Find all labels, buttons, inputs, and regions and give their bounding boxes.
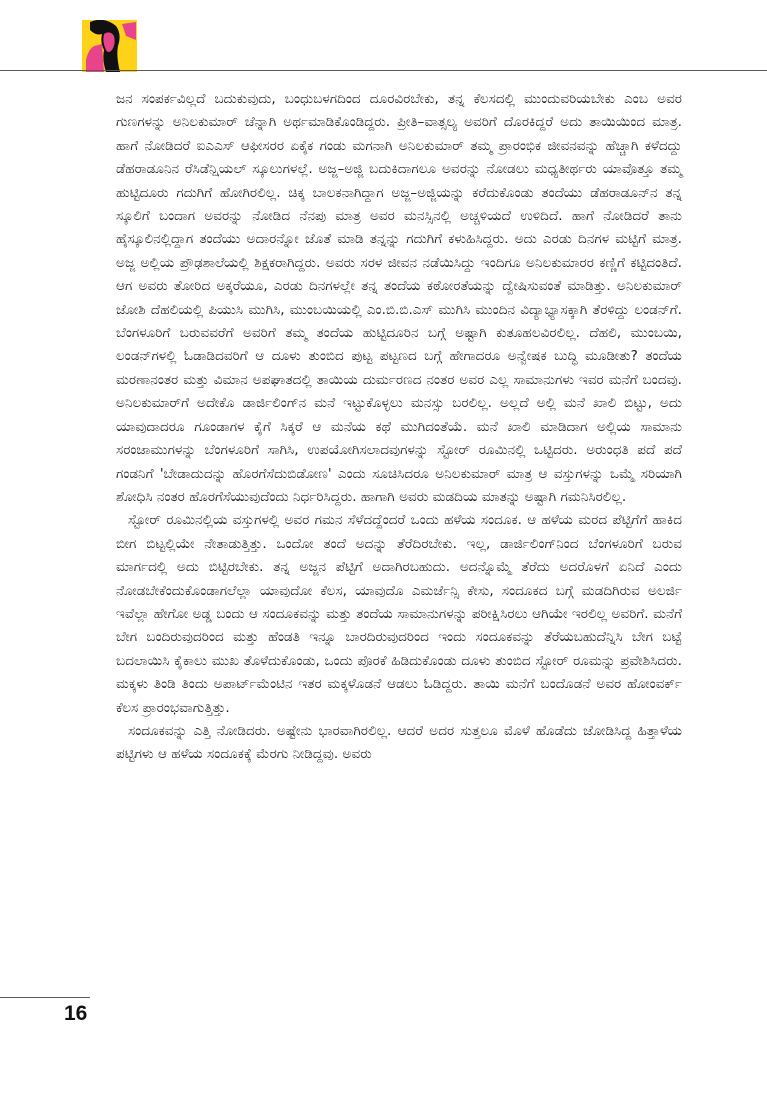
- face-profile-logo-icon: [82, 20, 137, 72]
- paragraph: ಸ್ಟೋರ್ ರೂಮಿನಲ್ಲಿಯ ವಸ್ತುಗಳಲ್ಲಿ ಅವರ ಗಮನ ಸೆಳೆದದ್ದೆಂದರೆ ಒಂದು ಹಳೆಯ ಸಂದೂಕ. ಆ ಹಳೆಯ ಮರದ ಪೆಟ್ಟಿಗೆಗೆ ಹಾಕಿದ ಬೀಗ ಬಿಟ್ಟಲ್ಲಿಯೇ ನೇತಾಡುತ್ತಿತ್ತು. ಒಂದೋ ತಂದೆ ಅದನ್ನು ತೆರೆದಿರಬೇಕು. ಇಲ್ಲ, ಡಾರ್ಜಿಲಿಂಗ್‌ನಿಂದ ಬೆಂಗಳೂರಿಗೆ ಬರುವ ಮಾರ್ಗದಲ್ಲಿ ಅದು ಬಿಟ್ಟಿರಬೇಕು. ತನ್ನ ಅಜ್ಜನ ಪೆಟ್ಟಿಗೆ ಅದಾಗಿರಬಹುದು. ಅದನ್ನೊಮ್ಮೆ ತೆರೆದು ಅದರೊಳಗೆ ಏನಿದೆ ಎಂದು ನೋಡಬೇಕೆಂದುಕೊಂಡಾಗಲೆಲ್ಲಾ ಯಾವುದೋ ಕೆಲಸ, ಯಾವುದೊ ಎಮರ್ಜೆನ್ಸಿ ಕೇಸು, ಸಂದೂಕದ ಬಗ್ಗೆ ಮಡದಿಗಿರುವ ಅಲರ್ಜಿ ಇವೆಲ್ಲಾ ಹೇಗೋ ಅಡ್ಡ ಬಂದು ಆ ಸಂದೂಕವನ್ನು ಮತ್ತು ತಂದೆಯ ಸಾಮಾನುಗಳನ್ನು ಪರೀಕ್ಷಿಸಿರಲು ಆಗಿಯೇ ಇರಲಿಲ್ಲ ಅವರಿಗೆ. ಮನೆಗೆ ಬೇಗ ಬಂದಿರುವುದರಿಂದ ಮತ್ತು ಹೆಂಡತಿ ಇನ್ನೂ ಬಾರದಿರುವುದರಿಂದ ಇಂದು ಸಂದೂಕವನ್ನು ತೆರೆಯಬಹುದೆನ್ನಿಸಿ ಬೇಗ ಬಟ್ಟೆ ಬದಲಾಯಿಸಿ ಕೈಕಾಲು ಮುಖ ತೊಳೆದುಕೊಂಡು, ಒಂದು ಪೊರಕೆ ಹಿಡಿದುಕೊಂಡು ದೂಳು ತುಂಬಿದ ಸ್ಟೋರ್ ರೂಮನ್ನು ಪ್ರವೇಶಿಸಿದರು. ಮಕ್ಕಳು ತಿಂಡಿ ತಿಂದು ಅಪಾರ್ಟ್‌ಮೆಂಟಿನ ಇತರ ಮಕ್ಕಳೊಡನೆ ಆಡಲು ಓಡಿದ್ದರು. ತಾಯಿ ಮನೆಗೆ ಬಂದೊಡನೆ ಅವರ ಹೋಂವರ್ಕ್ ಕೆಲಸ ಪ್ರಾರಂಭವಾಗುತ್ತಿತ್ತು.: [116, 512, 682, 716]
- header-rule: [0, 70, 767, 71]
- paragraph: ಜನ ಸಂಪರ್ಕವಿಲ್ಲದೆ ಬದುಕುವುದು, ಬಂಧುಬಳಗದಿಂದ ದೂರವಿರಬೇಕು, ತನ್ನ ಕೆಲಸದಲ್ಲಿ ಮುಂದುವರಿಯಬೇಕು ಎಂಬ ಅವರ ಗುಣಗಳನ್ನು ಅನಿಲಕುಮಾರ್ ಚೆನ್ನಾಗಿ ಅರ್ಥಮಾಡಿಕೊಂಡಿದ್ದರು. ಪ್ರೀತಿ–ವಾತ್ಸಲ್ಯ ಅವರಿಗೆ ದೊರಕಿದ್ದರೆ ಅದು ತಾಯಿಯಿಂದ ಮಾತ್ರ. ಹಾಗೆ ನೋಡಿದರೆ ಐಎಎಸ್ ಆಫೀಸರರ ಏಕೈಕ ಗಂಡು ಮಗನಾಗಿ ಅನಿಲಕುಮಾರ್ ತಮ್ಮ ಪ್ರಾರಂಭಿಕ ಜೀವನವನ್ನು ಹೆಚ್ಚಾಗಿ ಕಳೆದದ್ದು ಡೆಹರಾಡೂನಿನ ರೆಸಿಡೆನ್ಷಿಯಲ್ ಸ್ಕೂಲುಗಳಲ್ಲೆ. ಅಜ್ಜ–ಅಜ್ಜಿ ಬದುಕಿದಾಗಲೂ ಅವರನ್ನು ನೋಡಲು ಮಧ್ಯತೀರ್ಥರು ಯಾವೊತ್ತೂ ತಮ್ಮ ಹುಟ್ಟಿದೂರು ಗದುಗಿಗೆ ಹೋಗಿರಲಿಲ್ಲ. ಚಿಕ್ಕ ಬಾಲಕನಾಗಿದ್ದಾಗ ಅಜ್ಜ–ಅಜ್ಜಿಯನ್ನು ಕರೆದುಕೊಂಡು ತಂದೆಯು ಡೆಹರಾಡೂನ್‌ನ ತನ್ನ ಸ್ಕೂಲಿಗೆ ಬಂದಾಗ ಅವರನ್ನು ನೋಡಿದ ನೆನಪು ಮಾತ್ರ ಅವರ ಮನಸ್ಸಿನಲ್ಲಿ ಅಚ್ಚಳಿಯದೆ ಉಳಿದಿದೆ. ಹಾಗೆ ನೋಡಿದರೆ ತಾನು ಹೈಸ್ಕೂಲಿನಲ್ಲಿದ್ದಾಗ ತಂದೆಯು ಅದಾರನ್ನೋ ಜೊತೆ ಮಾಡಿ ತನ್ನನ್ನು ಗದುಗಿಗೆ ಕಳುಹಿಸಿದ್ದರು. ಅದು ಎರಡು ದಿನಗಳ ಮಟ್ಟಿಗೆ ಮಾತ್ರ. ಅಜ್ಜ ಅಲ್ಲಿಯ ಪ್ರೌಢಶಾಲೆಯಲ್ಲಿ ಶಿಕ್ಷಕರಾಗಿದ್ದರು. ಅವರು ಸರಳ ಜೀವನ ನಡೆಯಿಸಿದ್ದು ಇಂದಿಗೂ ಅನಿಲಕುಮಾರರ ಕಣ್ಣಿಗೆ ಕಟ್ಟಿದಂತಿದೆ. ಆಗ ಅವರು ತೋರಿದ ಅಕ್ಕರೆಯೂ, ಎರಡು ದಿನಗಳಲ್ಲೇ ತನ್ನ ತಂದೆಯ ಕಠೋರತೆಯನ್ನು ದ್ವೇಷಿಸುವಂತೆ ಮಾಡಿತ್ತು. ಅನಿಲಕುಮಾರ್ ಜೋಶಿ ದೆಹಲಿಯಲ್ಲಿ ಪಿಯುಸಿ ಮುಗಿಸಿ, ಮುಂಬಯಿಯಲ್ಲಿ ಎಂ.ಬಿ.ಬಿ.ಎಸ್ ಮುಗಿಸಿ ಮುಂದಿನ ವಿದ್ಯಾಭ್ಯಾಸಕ್ಕಾಗಿ ತೆರಳಿದ್ದು ಲಂಡನ್‌ಗೆ. ಬೆಂಗಳೂರಿಗೆ ಬರುವವರೆಗೆ ಅವರಿಗೆ ತಮ್ಮ ತಂದೆಯ ಹುಟ್ಟಿದೂರಿನ ಬಗ್ಗೆ ಅಷ್ಟಾಗಿ ಕುತೂಹಲವಿರಲಿಲ್ಲ. ದೆಹಲಿ, ಮುಂಬಯಿ, ಲಂಡನ್‌ಗಳಲ್ಲಿ ಓಡಾಡಿದವರಿಗೆ ಆ ದೂಳು ತುಂಬಿದ ಪುಟ್ಟ ಪಟ್ಟಣದ ಬಗ್ಗೆ ಹೇಗಾದರೂ ಅನ್ವೇಷಕ ಬುದ್ಧಿ ಮೂಡೀತು? ತಂದೆಯ ಮರಣಾನಂತರ ಮತ್ತು ವಿಮಾನ ಅಪಘಾತದಲ್ಲಿ ತಾಯಿಯ ದುರ್ಮರಣದ ನಂತರ ಅವರ ಎಲ್ಲ ಸಾಮಾನುಗಳು ಇವರ ಮನೆಗೆ ಬಂದವು. ಅನಿಲಕುಮಾರ್‌ಗೆ ಅದೇಕೊ ಡಾರ್ಜಿಲಿಂಗ್‌ನ ಮನೆ ಇಟ್ಟುಕೊಳ್ಳಲು ಮನಸ್ಸು ಬರಲಿಲ್ಲ. ಅಲ್ಲದೆ ಅಲ್ಲಿ ಮನೆ ಖಾಲಿ ಬಿಟ್ಟು, ಅದು ಯಾವುದಾದರೂ ಗೂಂಡಾಗಳ ಕೈಗೆ ಸಿಕ್ಕರೆ ಆ ಮನೆಯ ಕಥೆ ಮುಗಿದಂತೆಯೆ. ಮನೆ ಖಾಲಿ ಮಾಡಿದಾಗ ಅಲ್ಲಿಯ ಸಾಮಾನು ಸರಂಜಾಮುಗಳನ್ನು ಬೆಂಗಳೂರಿಗೆ ಸಾಗಿಸಿ, ಉಪಯೋಗಿಸಲಾದವುಗಳನ್ನು ಸ್ಟೋರ್ ರೂಮಿನಲ್ಲಿ ಒಟ್ಟಿದರು. ಅರುಂಧತಿ ಪದೆ ಪದೆ ಗಂಡನಿಗೆ 'ಬೇಡಾದುದನ್ನು ಹೊರಗೆಸೆದುಬಿಡೋಣ' ಎಂದು ಸೂಚಿಸಿದರೂ ಅನಿಲಕುಮಾರ್ ಮಾತ್ರ ಆ ವಸ್ತುಗಳನ್ನು ಒಮ್ಮೆ ಸರಿಯಾಗಿ ಶೋಧಿಸಿ ನಂತರ ಹೊರಗೆಸೆಯುವುದೆಂದು ನಿರ್ಧರಿಸಿದ್ದರು. ಹಾಗಾಗಿ ಅವರು ಮಡದಿಯ ಮಾತನ್ನು ಅಷ್ಟಾಗಿ ಗಮನಿಸಿರಲಿಲ್ಲ.: [116, 91, 682, 505]
- footer-rule: [0, 997, 90, 998]
- paragraph: ಸಂದೂಕವನ್ನು ಎತ್ತಿ ನೋಡಿದರು. ಅಷ್ಟೇನು ಭಾರವಾಗಿರಲಿಲ್ಲ. ಆದರೆ ಅದರ ಸುತ್ತಲೂ ಮೊಳೆ ಹೊಡೆದು ಜೋಡಿಸಿದ್ದ ಹಿತ್ತಾಳೆಯ ಪಟ್ಟಿಗಳು ಆ ಹಳೆಯ ಸಂದೂಕಕ್ಕೆ ಮೆರಗು ನೀಡಿದ್ದವು. ಅವರು: [116, 722, 682, 763]
- page-number: 16: [64, 1002, 88, 1025]
- article-body: [116, 88, 682, 767]
